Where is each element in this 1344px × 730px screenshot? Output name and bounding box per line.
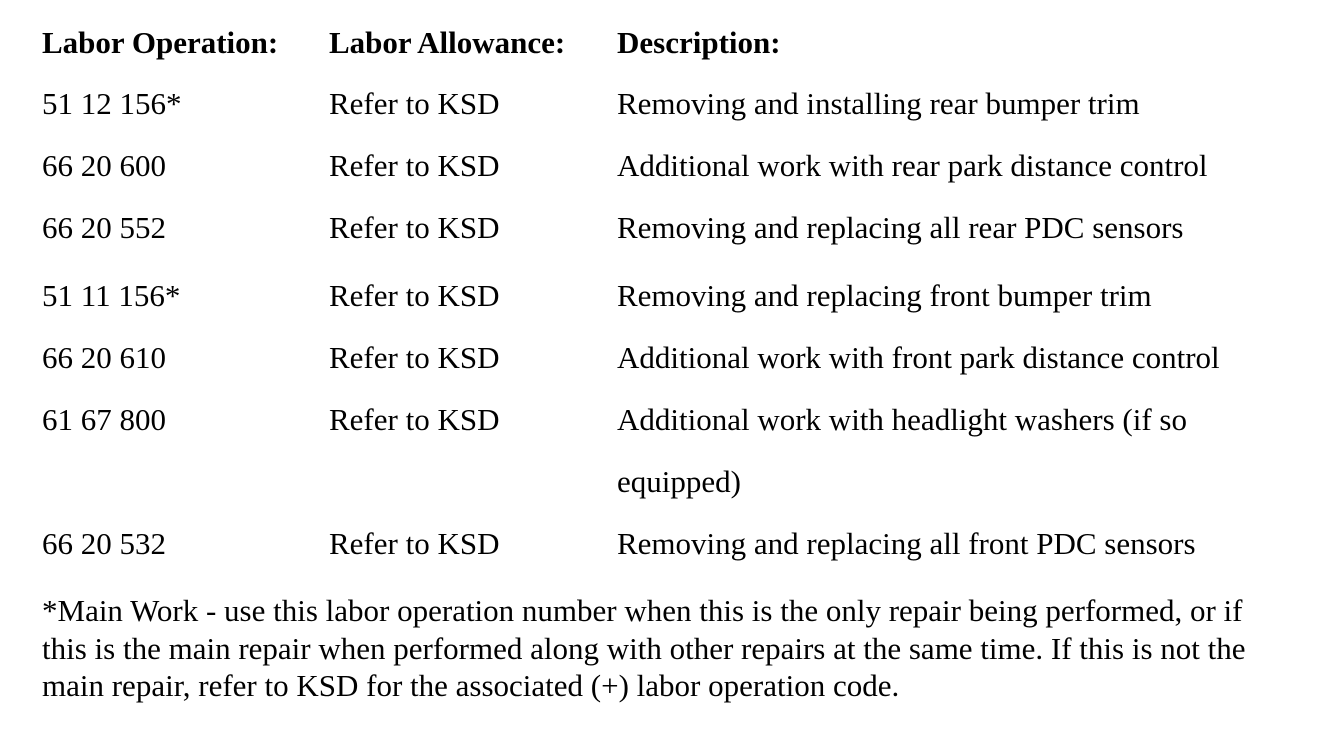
row-1-operation: 51 12 156* [42, 86, 182, 121]
row-4-description: Removing and replacing front bumper trim [617, 278, 1152, 313]
row-6-allowance: Refer to KSD [329, 402, 500, 437]
main-work-footnote: *Main Work - use this labor operation number when this is the only repair being performed, or if this is the main repair when performed along with other repairs at the same time. If this is not the main repair, refer to KSD for the associated (+) labor operation code. [42, 593, 1246, 703]
row-5-allowance: Refer to KSD [329, 340, 500, 375]
row-5-description: Additional work with front park distance control [617, 340, 1220, 375]
row-4-allowance: Refer to KSD [329, 278, 500, 313]
row-2-operation: 66 20 600 [42, 148, 166, 183]
row-2-description: Additional work with rear park distance control [617, 148, 1208, 183]
row-1-allowance: Refer to KSD [329, 86, 500, 121]
row-7-description: Removing and replacing all front PDC sensors [617, 526, 1196, 561]
row-6-description: Additional work with headlight washers (if so equipped) [617, 402, 1187, 499]
row-3-operation: 66 20 552 [42, 210, 166, 245]
row-6-operation: 61 67 800 [42, 402, 166, 437]
row-4-operation: 51 11 156* [42, 278, 181, 313]
header-labor-allowance: Labor Allowance: [329, 25, 566, 60]
row-2-allowance: Refer to KSD [329, 148, 500, 183]
row-1-description: Removing and installing rear bumper trim [617, 86, 1140, 121]
row-3-description: Removing and replacing all rear PDC sensors [617, 210, 1184, 245]
row-3-allowance: Refer to KSD [329, 210, 500, 245]
row-5-operation: 66 20 610 [42, 340, 166, 375]
header-description: Description: [617, 25, 781, 60]
row-7-allowance: Refer to KSD [329, 526, 500, 561]
row-7-operation: 66 20 532 [42, 526, 166, 561]
header-labor-operation: Labor Operation: [42, 25, 279, 60]
